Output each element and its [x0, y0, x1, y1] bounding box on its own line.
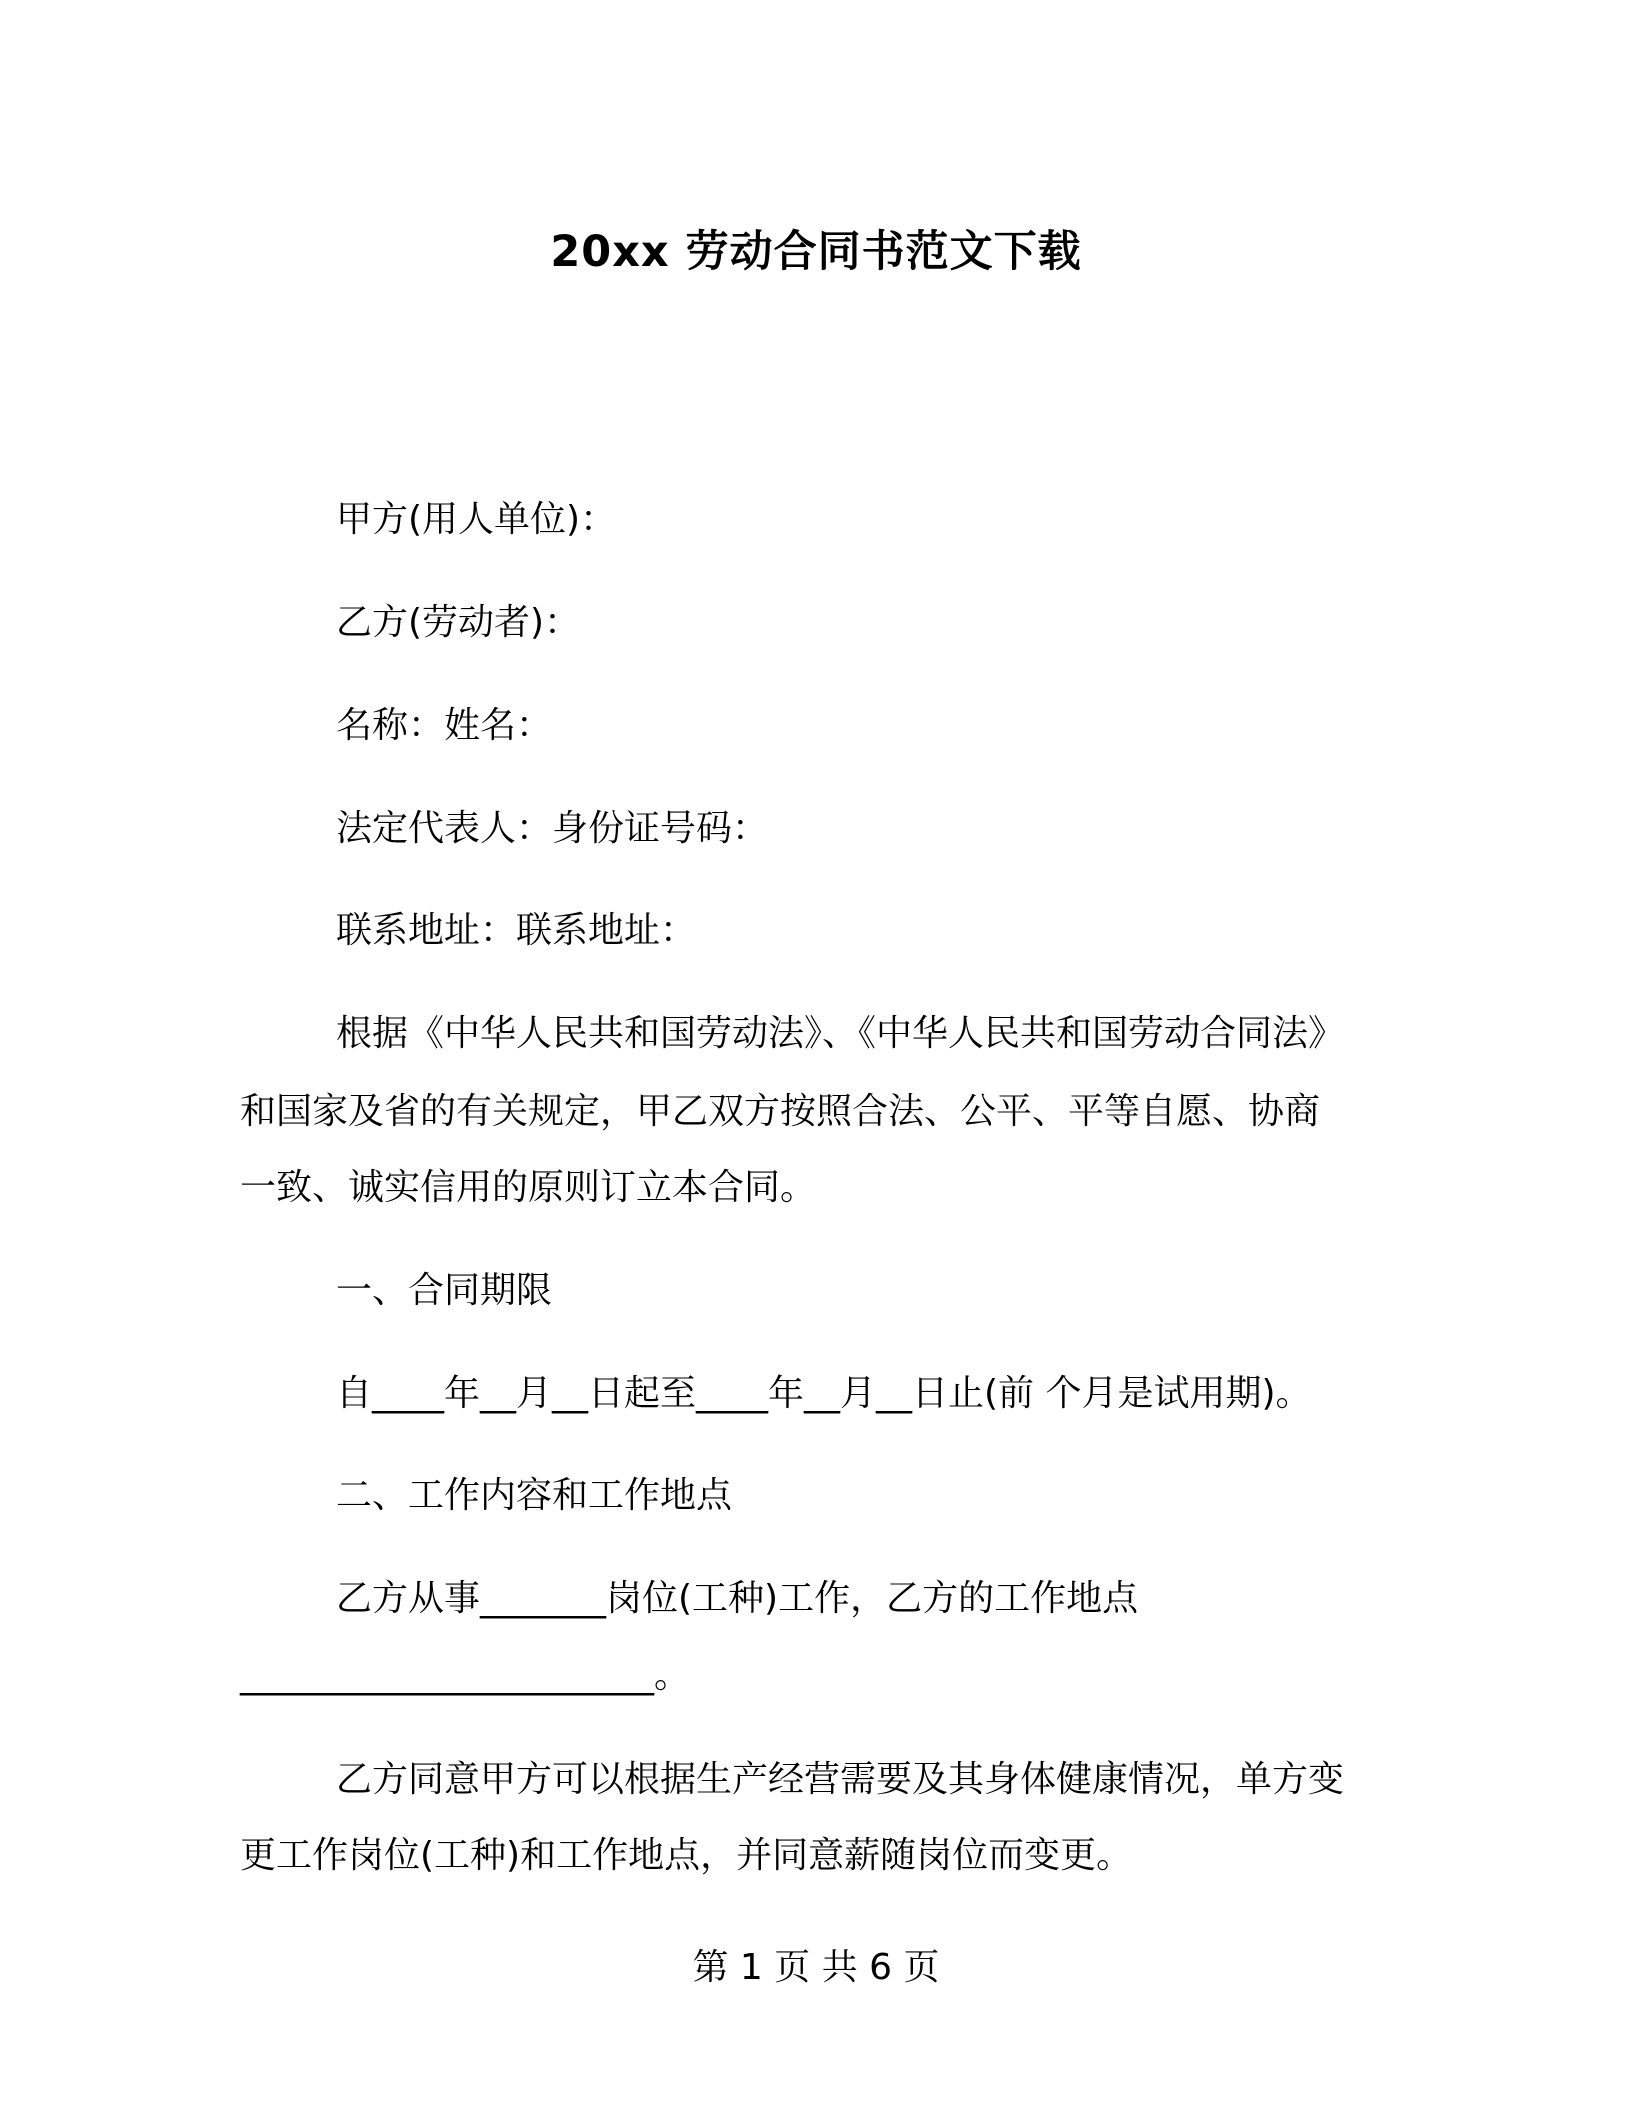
contract-term-text: 自____年__月__日起至____年__月__日止(前 个月是试用期)。: [336, 1373, 1312, 1414]
consent-paragraph-line-2: 更工作岗位(工种)和工作地点，并同意薪随岗位而变更。: [240, 1835, 1133, 1876]
representative-field-label: 法定代表人：身份证号码：: [336, 808, 769, 849]
section-2-heading: 二、工作内容和工作地点: [336, 1475, 733, 1516]
section-1-heading: 一、合同期限: [336, 1270, 553, 1311]
name-field-label: 名称：姓名：: [336, 705, 553, 746]
basis-paragraph-line-2: 和国家及省的有关规定，甲乙双方按照合法、公平、平等自愿、协商: [240, 1091, 1321, 1132]
document-title: 20xx 劳动合同书范文下载: [550, 227, 1082, 277]
page-number-footer: 第 1 页 共 6 页: [692, 1947, 940, 1988]
work-content-line-1: 乙方从事_______岗位(工种)工作，乙方的工作地点: [336, 1578, 1139, 1619]
party-a-label: 甲方(用人单位)：: [336, 499, 617, 540]
work-content-line-2: _______________________。: [240, 1655, 690, 1696]
basis-paragraph-line-3: 一致、诚实信用的原则订立本合同。: [240, 1167, 817, 1208]
basis-paragraph-line-1: 根据《中华人民共和国劳动法》、《中华人民共和国劳动合同法》: [336, 1013, 1345, 1054]
consent-paragraph-line-1: 乙方同意甲方可以根据生产经营需要及其身体健康情况，单方变: [336, 1759, 1345, 1800]
party-b-label: 乙方(劳动者)：: [336, 602, 581, 643]
address-field-label: 联系地址：联系地址：: [336, 910, 697, 951]
